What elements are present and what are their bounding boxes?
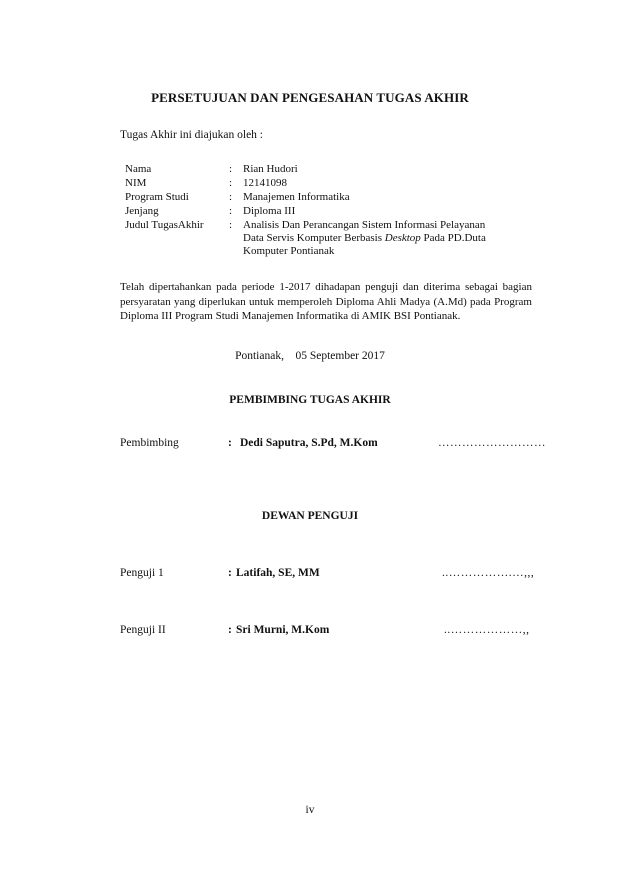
info-label: Program Studi [125, 191, 189, 203]
info-colon: : [229, 191, 233, 203]
place-date: Pontianak, 05 September 2017 [235, 350, 385, 362]
examiner-2-signature-line: ..………………,, [444, 624, 530, 636]
info-row-thesis-title [125, 219, 533, 258]
info-value: Rian Hudori [243, 163, 298, 175]
supervisor-signature-line: ……………………… [438, 437, 546, 449]
info-label: NIM [125, 177, 147, 189]
info-row-level [125, 205, 533, 218]
intro-text: Tugas Akhir ini diajukan oleh : [120, 129, 264, 141]
examiner-1-colon: : [228, 567, 232, 579]
info-colon: : [229, 177, 233, 189]
thesis-title-line2a: Data Servis Komputer Berbasis [243, 232, 385, 244]
examiner-2-name: Sri Murni, M.Kom [236, 624, 330, 636]
examiner-2-colon: : [228, 624, 232, 636]
info-row-name [125, 163, 533, 176]
info-colon: : [229, 205, 233, 217]
supervisor-label: Pembimbing [120, 437, 179, 449]
info-colon: : [229, 219, 233, 231]
examiner-heading: DEWAN PENGUJI [261, 510, 359, 522]
page-title: PERSETUJUAN DAN PENGESAHAN TUGAS AKHIR [151, 90, 469, 105]
supervisor-heading: PEMBIMBING TUGAS AKHIR [229, 394, 391, 406]
student-info-table [125, 163, 533, 259]
thesis-title-line1: Analisis Dan Perancangan Sistem Informasi Pelayanan [243, 219, 486, 231]
thesis-title-line3: Komputer Pontianak [243, 245, 335, 257]
page-number: iv [305, 804, 315, 816]
info-label: Judul TugasAkhir [125, 219, 204, 231]
info-row-program [125, 191, 533, 204]
examiner-1-name: Latifah, SE, MM [236, 567, 320, 579]
examiner-1-label: Penguji 1 [120, 567, 164, 579]
info-label: Nama [125, 163, 152, 175]
info-row-nim [125, 177, 533, 190]
info-label: Jenjang [125, 205, 159, 217]
info-value-thesis-title [243, 219, 533, 258]
thesis-title-line2b: Pada PD.Duta [420, 232, 486, 244]
approval-paragraph: Telah dipertahankan pada periode 1-2017 dihadapan penguji dan diterima sebagai bagian persyaratan yang diperlukan untuk memperoleh Diploma Ahli Madya (A.Md) pada Program Diploma III Program Studi Manajemen Informatika di AMIK BSI Pontianak. [120, 281, 532, 323]
supervisor-name: Dedi Saputra, S.Pd, M.Kom [240, 437, 378, 449]
info-value: 12141098 [243, 177, 287, 189]
info-value: Diploma III [243, 205, 296, 217]
examiner-2-label: Penguji II [120, 624, 166, 636]
thesis-title-italic: Desktop [384, 232, 421, 244]
info-value: Manajemen Informatika [243, 191, 350, 203]
supervisor-colon: : [228, 437, 232, 449]
info-colon: : [229, 163, 233, 175]
examiner-1-signature-line: ..…………….…,,, [442, 567, 535, 579]
